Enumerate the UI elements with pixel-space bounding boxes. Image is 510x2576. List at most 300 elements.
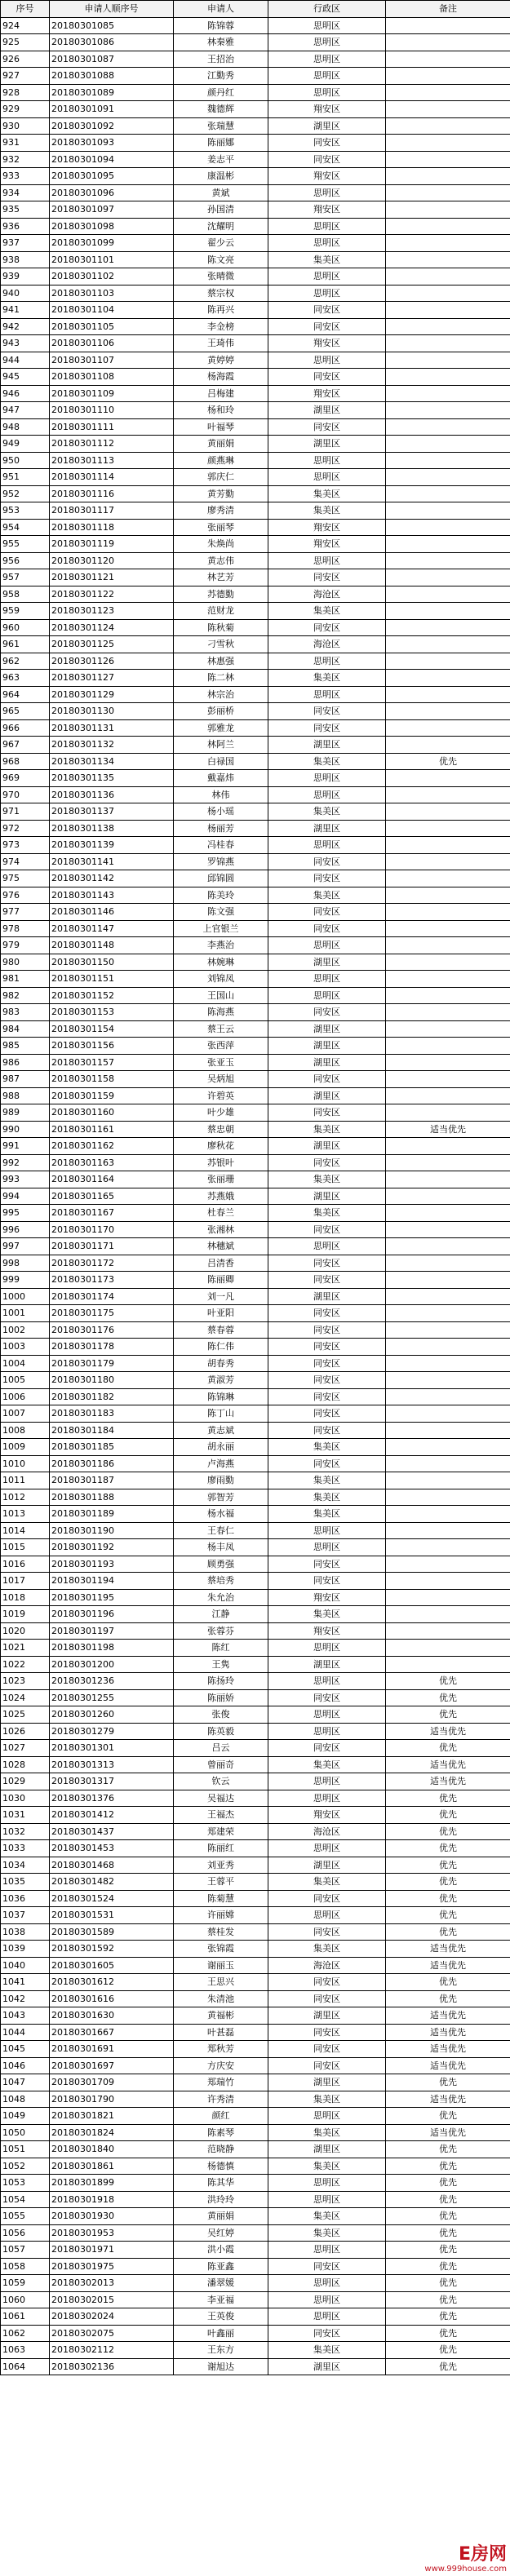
cell-index: 940 <box>1 285 50 302</box>
cell-remark <box>386 68 510 85</box>
cell-remark <box>386 34 510 51</box>
cell-index: 949 <box>1 436 50 453</box>
cell-remark: 优先 <box>386 1673 510 1690</box>
table-row <box>1 552 510 569</box>
cell-applicant: 钦云 <box>174 1773 268 1790</box>
table-header-row <box>1 1 510 18</box>
cell-district: 同安区 <box>268 1255 386 1272</box>
cell-index: 957 <box>1 569 50 586</box>
cell-district: 集美区 <box>268 2224 386 2242</box>
cell-applicant: 郑瑞竹 <box>174 2074 268 2091</box>
cell-application-number: 20180301158 <box>50 1071 174 1088</box>
cell-applicant: 陈海燕 <box>174 1004 268 1021</box>
cell-index: 980 <box>1 954 50 971</box>
cell-index: 1042 <box>1 1990 50 2007</box>
cell-application-number: 20180301156 <box>50 1038 174 1055</box>
cell-remark <box>386 1255 510 1272</box>
table-row <box>1 1321 510 1339</box>
table-row <box>1 1573 510 1590</box>
cell-application-number: 20180301141 <box>50 853 174 870</box>
watermark-url: www.999house.com <box>424 2565 507 2574</box>
cell-applicant: 朱清池 <box>174 1990 268 2007</box>
cell-district: 同安区 <box>268 1990 386 2007</box>
cell-index: 982 <box>1 987 50 1004</box>
cell-application-number: 20180301151 <box>50 971 174 988</box>
cell-remark: 优先 <box>386 1990 510 2007</box>
cell-index: 998 <box>1 1255 50 1272</box>
table-row <box>1 1205 510 1222</box>
cell-application-number: 20180301194 <box>50 1573 174 1590</box>
cell-remark <box>386 552 510 569</box>
cell-applicant: 许碧英 <box>174 1087 268 1104</box>
cell-district: 翔安区 <box>268 519 386 536</box>
cell-district: 思明区 <box>268 937 386 954</box>
cell-application-number: 20180301136 <box>50 786 174 803</box>
table-row <box>1 1974 510 1991</box>
cell-district: 海沧区 <box>268 1957 386 1974</box>
table-row <box>1 1840 510 1857</box>
cell-application-number: 20180301412 <box>50 1807 174 1824</box>
cell-application-number: 20180302136 <box>50 2358 174 2375</box>
cell-application-number: 20180301134 <box>50 753 174 770</box>
cell-district: 湖里区 <box>268 1288 386 1305</box>
cell-application-number: 20180301086 <box>50 34 174 51</box>
cell-index: 932 <box>1 151 50 168</box>
cell-application-number: 20180301171 <box>50 1238 174 1255</box>
cell-application-number: 20180301146 <box>50 904 174 921</box>
cell-applicant: 张西萍 <box>174 1038 268 1055</box>
cell-district: 翔安区 <box>268 1589 386 1606</box>
cell-application-number: 20180301150 <box>50 954 174 971</box>
cell-index: 983 <box>1 1004 50 1021</box>
cell-remark <box>386 686 510 703</box>
cell-remark <box>386 1071 510 1088</box>
cell-application-number: 20180301129 <box>50 686 174 703</box>
cell-district: 集美区 <box>268 2091 386 2108</box>
cell-applicant: 翟少云 <box>174 235 268 252</box>
cell-applicant: 蔡忠朝 <box>174 1121 268 1138</box>
table-row <box>1 1489 510 1506</box>
table-row <box>1 1272 510 1289</box>
table-row <box>1 369 510 386</box>
cell-district: 同安区 <box>268 619 386 636</box>
cell-district: 思明区 <box>268 1673 386 1690</box>
cell-district: 思明区 <box>268 235 386 252</box>
cell-applicant: 廖秋花 <box>174 1138 268 1155</box>
cell-remark <box>386 135 510 152</box>
table-row <box>1 703 510 720</box>
cell-applicant: 苏银叶 <box>174 1154 268 1171</box>
table-row <box>1 2158 510 2175</box>
cell-remark <box>386 184 510 201</box>
table-row <box>1 436 510 453</box>
cell-index: 1028 <box>1 1756 50 1773</box>
cell-index: 1009 <box>1 1439 50 1456</box>
table-row <box>1 770 510 787</box>
cell-district: 同安区 <box>268 1455 386 1472</box>
cell-applicant: 陈英毅 <box>174 1723 268 1740</box>
cell-remark <box>386 1372 510 1389</box>
cell-index: 951 <box>1 469 50 486</box>
cell-applicant: 陈菊慧 <box>174 1890 268 1907</box>
cell-remark <box>386 803 510 821</box>
cell-applicant: 黄婷婷 <box>174 352 268 369</box>
cell-application-number: 20180301824 <box>50 2124 174 2141</box>
table-row <box>1 402 510 419</box>
table-row <box>1 117 510 135</box>
cell-application-number: 20180301180 <box>50 1372 174 1389</box>
cell-district: 同安区 <box>268 1405 386 1423</box>
table-row <box>1 2108 510 2125</box>
cell-index: 1013 <box>1 1506 50 1523</box>
table-row <box>1 753 510 770</box>
table-row <box>1 318 510 335</box>
cell-remark <box>386 887 510 904</box>
table-row <box>1 619 510 636</box>
cell-application-number: 20180301187 <box>50 1472 174 1489</box>
cell-index: 985 <box>1 1038 50 1055</box>
cell-application-number: 20180301317 <box>50 1773 174 1790</box>
cell-district: 同安区 <box>268 1388 386 1405</box>
cell-index: 1032 <box>1 1823 50 1840</box>
cell-district: 思明区 <box>268 2275 386 2292</box>
cell-district: 同安区 <box>268 1923 386 1941</box>
cell-application-number: 20180301098 <box>50 218 174 235</box>
cell-index: 997 <box>1 1238 50 1255</box>
cell-index: 1038 <box>1 1923 50 1941</box>
cell-remark: 优先 <box>386 2074 510 2091</box>
cell-applicant: 张湘林 <box>174 1221 268 1238</box>
table-row <box>1 719 510 737</box>
cell-remark: 优先 <box>386 1874 510 1891</box>
cell-applicant: 蔡宗权 <box>174 285 268 302</box>
table-row <box>1 1305 510 1322</box>
cell-index: 1055 <box>1 2208 50 2225</box>
table-row <box>1 1756 510 1773</box>
cell-district: 同安区 <box>268 1321 386 1339</box>
cell-district: 翔安区 <box>268 1807 386 1824</box>
cell-application-number: 20180301116 <box>50 485 174 502</box>
cell-remark <box>386 418 510 436</box>
cell-applicant: 郭智芳 <box>174 1489 268 1506</box>
cell-application-number: 20180301148 <box>50 937 174 954</box>
cell-applicant: 陈再兴 <box>174 302 268 319</box>
cell-application-number: 20180301616 <box>50 1990 174 2007</box>
cell-index: 1021 <box>1 1640 50 1657</box>
cell-application-number: 20180301142 <box>50 870 174 887</box>
cell-remark <box>386 352 510 369</box>
cell-remark <box>386 1606 510 1623</box>
cell-applicant: 叶鑫丽 <box>174 2325 268 2342</box>
cell-application-number: 20180301709 <box>50 2074 174 2091</box>
cell-applicant: 姜志平 <box>174 151 268 168</box>
table-row <box>1 452 510 469</box>
table-row <box>1 569 510 586</box>
cell-remark <box>386 820 510 837</box>
table-row <box>1 1188 510 1205</box>
cell-applicant: 苏德勤 <box>174 586 268 603</box>
cell-remark: 优先 <box>386 2291 510 2308</box>
cell-district: 翔安区 <box>268 1622 386 1640</box>
table-row <box>1 1339 510 1356</box>
cell-applicant: 胡永丽 <box>174 1439 268 1456</box>
cell-district: 集美区 <box>268 502 386 520</box>
cell-index: 956 <box>1 552 50 569</box>
cell-remark <box>386 1188 510 1205</box>
cell-remark: 适当优先 <box>386 1121 510 1138</box>
cell-application-number: 20180301103 <box>50 285 174 302</box>
table-row <box>1 1372 510 1389</box>
cell-index: 1063 <box>1 2342 50 2359</box>
table-row <box>1 1790 510 1807</box>
table-row <box>1 987 510 1004</box>
cell-applicant: 陈锦琳 <box>174 1388 268 1405</box>
cell-remark <box>386 987 510 1004</box>
cell-district: 同安区 <box>268 1556 386 1573</box>
cell-index: 1014 <box>1 1522 50 1539</box>
cell-district: 思明区 <box>268 1522 386 1539</box>
cell-application-number: 20180301376 <box>50 1790 174 1807</box>
table-row <box>1 2007 510 2025</box>
table-row <box>1 1589 510 1606</box>
cell-remark <box>386 201 510 219</box>
cell-index: 990 <box>1 1121 50 1138</box>
cell-application-number: 20180301612 <box>50 1974 174 1991</box>
cell-index: 936 <box>1 218 50 235</box>
cell-remark <box>386 569 510 586</box>
table-row <box>1 1038 510 1055</box>
cell-applicant: 曾丽奇 <box>174 1756 268 1773</box>
table-row <box>1 853 510 870</box>
table-row <box>1 84 510 101</box>
cell-index: 968 <box>1 753 50 770</box>
cell-index: 1010 <box>1 1455 50 1472</box>
cell-applicant: 李亚福 <box>174 2291 268 2308</box>
cell-index: 1043 <box>1 2007 50 2025</box>
cell-applicant: 苏燕娥 <box>174 1188 268 1205</box>
cell-remark <box>386 786 510 803</box>
cell-applicant: 吴炳旭 <box>174 1071 268 1088</box>
cell-application-number: 20180301174 <box>50 1288 174 1305</box>
cell-index: 929 <box>1 101 50 118</box>
cell-application-number: 20180301120 <box>50 552 174 569</box>
cell-application-number: 20180301437 <box>50 1823 174 1840</box>
cell-remark: 优先 <box>386 2258 510 2275</box>
cell-applicant: 蔡春蓉 <box>174 1321 268 1339</box>
cell-application-number: 20180301697 <box>50 2057 174 2074</box>
cell-applicant: 林阿兰 <box>174 737 268 754</box>
cell-remark <box>386 1422 510 1439</box>
cell-district: 集美区 <box>268 251 386 268</box>
cell-remark <box>386 17 510 34</box>
cell-index: 970 <box>1 786 50 803</box>
cell-index: 977 <box>1 904 50 921</box>
table-row <box>1 1004 510 1021</box>
cell-application-number: 20180301188 <box>50 1489 174 1506</box>
cell-application-number: 20180301184 <box>50 1422 174 1439</box>
cell-index: 1017 <box>1 1573 50 1590</box>
table-row <box>1 2242 510 2259</box>
cell-application-number: 20180302013 <box>50 2275 174 2292</box>
cell-remark: 优先 <box>386 2358 510 2375</box>
cell-remark <box>386 469 510 486</box>
cell-index: 960 <box>1 619 50 636</box>
cell-index: 927 <box>1 68 50 85</box>
cell-application-number: 20180301088 <box>50 68 174 85</box>
cell-index: 934 <box>1 184 50 201</box>
cell-remark <box>386 502 510 520</box>
table-row <box>1 1807 510 1824</box>
cell-index: 964 <box>1 686 50 703</box>
cell-remark <box>386 268 510 285</box>
table-row <box>1 803 510 821</box>
cell-remark <box>386 1104 510 1122</box>
cell-application-number: 20180301159 <box>50 1087 174 1104</box>
cell-remark <box>386 1355 510 1372</box>
cell-application-number: 20180301279 <box>50 1723 174 1740</box>
watermark <box>424 2545 507 2574</box>
cell-application-number: 20180301111 <box>50 418 174 436</box>
cell-index: 1026 <box>1 1723 50 1740</box>
cell-index: 981 <box>1 971 50 988</box>
cell-remark <box>386 1589 510 1606</box>
cell-district: 湖里区 <box>268 2007 386 2025</box>
cell-application-number: 20180301260 <box>50 1706 174 1724</box>
cell-index: 999 <box>1 1272 50 1289</box>
cell-applicant: 方庆安 <box>174 2057 268 2074</box>
cell-applicant: 陈其华 <box>174 2175 268 2192</box>
cell-index: 928 <box>1 84 50 101</box>
cell-remark: 适当优先 <box>386 2007 510 2025</box>
cell-application-number: 20180301121 <box>50 569 174 586</box>
cell-application-number: 20180301114 <box>50 469 174 486</box>
cell-applicant: 杨丽芳 <box>174 820 268 837</box>
cell-index: 1004 <box>1 1355 50 1372</box>
cell-district: 同安区 <box>268 418 386 436</box>
cell-district: 湖里区 <box>268 1656 386 1673</box>
cell-district: 思明区 <box>268 2242 386 2259</box>
table-row <box>1 1020 510 1038</box>
cell-index: 1036 <box>1 1890 50 1907</box>
cell-application-number: 20180301122 <box>50 586 174 603</box>
cell-applicant: 王思兴 <box>174 1974 268 1991</box>
table-row <box>1 920 510 937</box>
cell-application-number: 20180301840 <box>50 2141 174 2158</box>
cell-district: 湖里区 <box>268 2074 386 2091</box>
cell-applicant: 叶甚磊 <box>174 2024 268 2041</box>
table-row <box>1 235 510 252</box>
cell-index: 1018 <box>1 1589 50 1606</box>
cell-applicant: 黄丽娟 <box>174 2208 268 2225</box>
cell-remark: 优先 <box>386 1689 510 1706</box>
cell-remark <box>386 1339 510 1356</box>
cell-remark <box>386 402 510 419</box>
table-row <box>1 1622 510 1640</box>
cell-remark <box>386 1405 510 1423</box>
cell-application-number: 20180301110 <box>50 402 174 419</box>
cell-remark: 优先 <box>386 1823 510 1840</box>
cell-index: 939 <box>1 268 50 285</box>
table-row <box>1 1255 510 1272</box>
cell-applicant: 陈锦蓉 <box>174 17 268 34</box>
cell-applicant: 吕清香 <box>174 1255 268 1272</box>
cell-district: 湖里区 <box>268 820 386 837</box>
cell-applicant: 王蓉平 <box>174 1874 268 1891</box>
cell-index: 930 <box>1 117 50 135</box>
table-row <box>1 335 510 352</box>
cell-application-number: 20180301131 <box>50 719 174 737</box>
cell-remark: 优先 <box>386 2325 510 2342</box>
cell-applicant: 林秦雅 <box>174 34 268 51</box>
cell-applicant: 刁雪秋 <box>174 636 268 653</box>
cell-index: 996 <box>1 1221 50 1238</box>
table-row <box>1 1439 510 1456</box>
cell-applicant: 黄志伟 <box>174 552 268 569</box>
table-row <box>1 2074 510 2091</box>
cell-remark <box>386 84 510 101</box>
cell-district: 思明区 <box>268 686 386 703</box>
cell-index: 1060 <box>1 2291 50 2308</box>
cell-application-number: 20180301176 <box>50 1321 174 1339</box>
table-row <box>1 1121 510 1138</box>
table-row <box>1 1104 510 1122</box>
cell-district: 思明区 <box>268 2175 386 2192</box>
cell-district: 湖里区 <box>268 737 386 754</box>
cell-remark <box>386 837 510 854</box>
cell-remark <box>386 1439 510 1456</box>
cell-district: 湖里区 <box>268 2141 386 2158</box>
cell-index: 1025 <box>1 1706 50 1724</box>
cell-district: 翔安区 <box>268 335 386 352</box>
cell-district: 同安区 <box>268 920 386 937</box>
cell-applicant: 刘亚秀 <box>174 1857 268 1874</box>
cell-application-number: 20180301179 <box>50 1355 174 1372</box>
cell-remark <box>386 1455 510 1472</box>
cell-district: 思明区 <box>268 84 386 101</box>
cell-remark: 优先 <box>386 1740 510 1757</box>
cell-remark <box>386 1489 510 1506</box>
cell-applicant: 洪玲玲 <box>174 2191 268 2208</box>
table-row <box>1 2325 510 2342</box>
table-row <box>1 1138 510 1155</box>
cell-applicant: 张锦霞 <box>174 1941 268 1958</box>
cell-index: 1005 <box>1 1372 50 1389</box>
cell-application-number: 20180301124 <box>50 619 174 636</box>
cell-remark: 优先 <box>386 1907 510 1924</box>
cell-district: 湖里区 <box>268 2358 386 2375</box>
cell-district: 集美区 <box>268 753 386 770</box>
cell-index: 1050 <box>1 2124 50 2141</box>
cell-district: 思明区 <box>268 285 386 302</box>
cell-district: 集美区 <box>268 2158 386 2175</box>
cell-index: 953 <box>1 502 50 520</box>
cell-remark <box>386 536 510 553</box>
table-row <box>1 268 510 285</box>
cell-remark <box>386 653 510 670</box>
cell-applicant: 张丽琴 <box>174 519 268 536</box>
cell-district: 同安区 <box>268 1422 386 1439</box>
cell-remark: 优先 <box>386 1706 510 1724</box>
cell-remark <box>386 1522 510 1539</box>
cell-index: 1059 <box>1 2275 50 2292</box>
table-row <box>1 135 510 152</box>
cell-applicant: 罗锦燕 <box>174 853 268 870</box>
cell-district: 同安区 <box>268 1272 386 1289</box>
table-row <box>1 201 510 219</box>
cell-applicant: 张丽珊 <box>174 1171 268 1188</box>
cell-remark <box>386 101 510 118</box>
cell-application-number: 20180301157 <box>50 1054 174 1071</box>
